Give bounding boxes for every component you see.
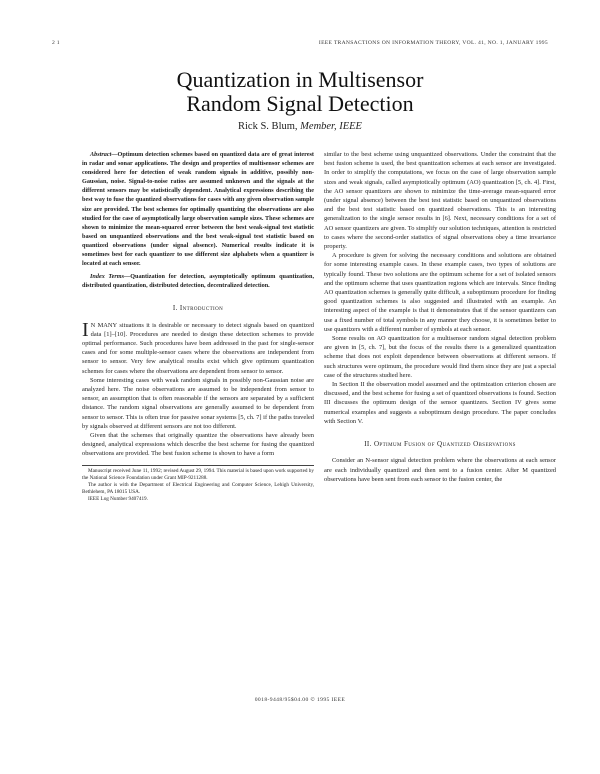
intro-text-1: situations it is desirable or necessary to detect signals based on quantized data [1]–[10]. Procedures are needed to design these detection schemes to provide optimal performance. Such procedures have been addressed in the past for single-sensor cases and for some multiple-sensor cases where the observations are independent from sensor to sensor. Very few analytical results exist which give optimum quantization schemes for cases where the observations are dependent from sensor to sensor. [82,321,314,375]
abstract-text: Optimum detection schemes based on quantized data are of great interest in radar and sonar applications. The design and properties of multisensor schemes are considered here for detection of weak random signals in additive, possibly non-Gaussian, noise. Signal-to-noise ratios are assumed unknown and the signals at the different sensors may be statistically dependent. Analytical expressions describing the best way to fuse the quantized observations for cases with any given observation sample size are provided. The best schemes for optimally quantizing the observations are also studied for the case of asymptotically large observation sample sizes. These schemes are shown to minimize the mean-squared error between the best weak-signal test statistic based on unquantized observations and the best weak-signal test statistic based on quantized observations (under signal absence). Numerical results indicate it is sometimes best for each quantizer to use different size alphabets when a quantizer is located at each sensor. [82,151,314,268]
paper-title [0,68,600,116]
footnote-affiliation: The author is with the Department of Electrical Engineering and Computer Science, Lehigh University, Bethlehem, PA 18015 USA. [82,481,314,495]
intro-paragraph-1 [82,318,314,376]
right-paragraph-1: similar to the best scheme using unquantized observations. Under the constraint that the best fusion scheme is used, the best quantization schemes at each sensor are investigated. In order to simplify the computations, we focus on the case of large observation sample sizes and weak signals, called asymptotically optimum (AO) quantization [5, ch. 4]. First, the AO sensor quantizers are shown to minimize the time-average mean-squared error (under signal absence) between the best test statistic based on unquantized observations and the best test statistic based on quantized observations. This is an interesting generalization to the single sensor results in [6]. Next, necessary conditions for a set of AO sensor quantizers are given. To simplify our solution techniques, attention is restricted to cases where the second-order statistics of signal observations obey a time invariance property. [324,151,556,251]
author-name: Rick S. Blum, [238,121,298,132]
title-line-1: Quantization in Multisensor [176,67,424,92]
right-paragraph-3: Some results on AO quantization for a multisensor random signal detection problem are given in [5, ch. 7], but the focus of the results there is a generalized quantization scheme that does not exploit dependence between observations at different sensors. If such structures were optimum, the procedure would find them since they are just a special case of the structures studied here. [324,335,556,379]
abstract [82,150,314,268]
title-line-2: Random Signal Detection [186,91,414,116]
footnote-received: Manuscript received June 11, 1992; revised August 29, 1994. This material is based upon work supported by the National Science Foundation under Grant MIP-9211288. [82,467,314,481]
footnote [82,465,314,503]
page-footer-code: 0018-9448/95$04.00 © 1995 IEEE [254,697,346,703]
page-number: 2 1 [52,40,60,46]
intro-paragraph-3: Given that the schemes that originally quantize the observations have already been designed, analytical expressions which describe the best scheme for fusing the quantized observations are provided. The best fusion scheme is shown to have a form [82,432,314,458]
journal-name: IEEE TRANSACTIONS ON INFORMATION THEORY, VOL. 41, NO. 1, JANUARY 1995 [318,40,548,46]
index-terms-label: Index Terms— [90,273,131,281]
abstract-label: Abstract— [90,151,118,158]
right-paragraph-4: In Section II the observation model assumed and the optimization criterion chosen are discussed, and the best scheme for fusing a set of quantized observations is found. Section III discusses the optimum design of the sensor quantizers. Section IV gives some numerical examples and suggests a suboptimum design procedure. The paper concludes with Section V. [324,381,556,425]
author-affiliation: Member, IEEE [300,121,362,132]
section-2-heading: II. Optimum Fusion of Quantized Observations [364,440,516,449]
author-byline [0,121,600,132]
intro-paragraph-2: Some interesting cases with weak random signals in possibly non-Gaussian noise are analyzed here. The noise observations are assumed to be independent from sensor to sensor, an assumption that is often reasonable if the sensors are separated by a sufficient distance. The random signal observations are generally assumed to be dependent from sensor to sensor. This is often true for passive sonar systems [5, ch. 7] if the paths traveled by signals observed at different sensors are not too different. [82,376,314,430]
index-terms-text: Quantization for detection, asymptotically optimum quantization, distributed quantization, distributed detection, decentralized detection. [82,273,314,290]
right-paragraph-2: A procedure is given for solving the necessary conditions and solutions are obtained for some interesting example cases. In these example cases, two types of solutions are typically found. These two solutions are the optimum scheme for a set of isolated sensors and the optimum scheme that uses quantization regions which are intervals. Since finding AO quantization schemes is generally quite difficult, a suboptimum procedure for finding good quantization schemes is also suggested and illustrated with an example. An interesting aspect of the example is that it demonstrates that if the sensor quantizers can use a fixed number of total symbols in any manner they choose, it is sometimes better to use quantizers with a different number of symbols at each sensor. [324,252,556,333]
section-1-heading: I. Introduction [172,304,224,313]
left-column [82,150,314,503]
intro-lead: N MANY [90,321,118,329]
running-head [52,40,548,52]
footnote-ieee-log: IEEE Log Number 9407419. [88,495,148,502]
index-terms [82,272,314,290]
drop-cap: I [82,318,89,341]
right-column [324,150,556,484]
section-2-paragraph-1: Consider an N-sensor signal detection problem where the observations at each sensor are each individually quantized and then sent to a fusion center. After M quantized observations have been sent from each sensor to the fusion center, the [324,457,556,483]
